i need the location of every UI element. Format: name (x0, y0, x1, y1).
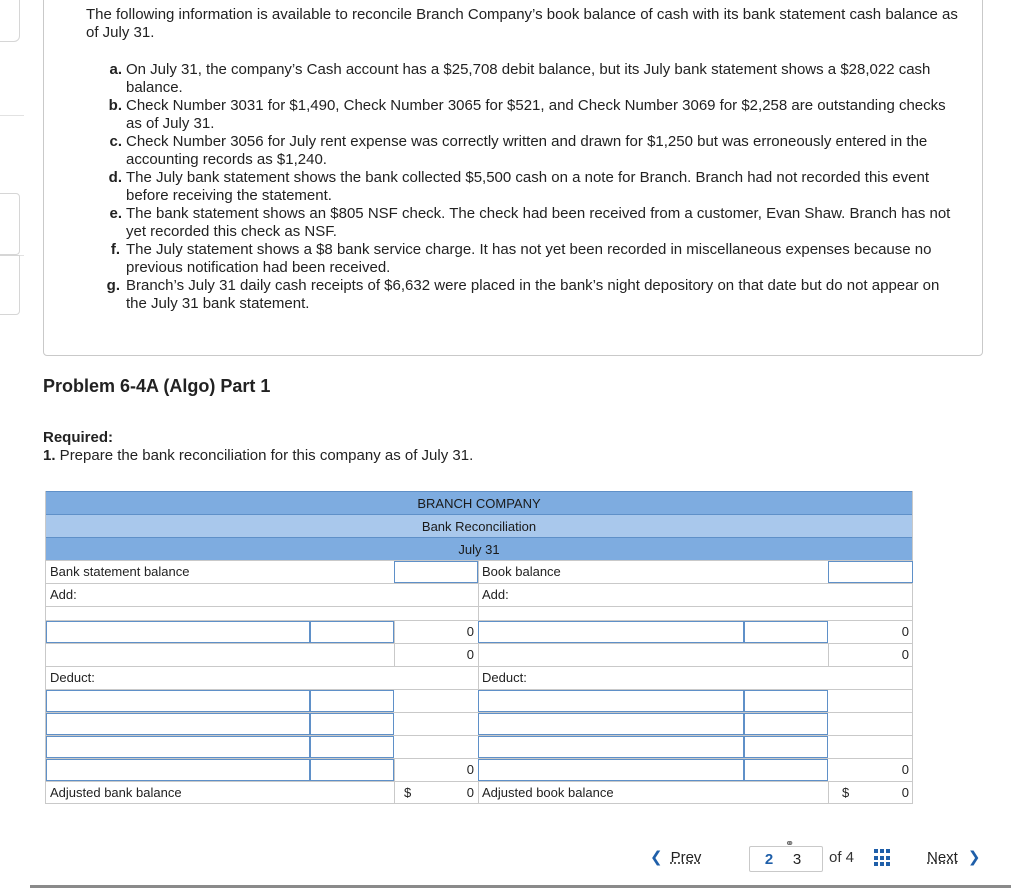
table-row (46, 606, 912, 620)
info-item: c. Check Number 3056 for July rent expense was correctly written and drawn for $1,250 but was erroneously entered in the accounting records as $1,240. (109, 133, 928, 168)
book-deduct-description-input[interactable] (478, 736, 744, 758)
grid-view-icon[interactable] (874, 849, 892, 867)
info-item: g. Branch’s July 31 daily cash receipts of $6,632 were placed in the bank’s night depository on that date but do not appear on the July 31 bank statement. (106, 277, 940, 312)
book-deduct-total: 0 (901, 762, 909, 777)
book-deduct-description-input[interactable] (478, 713, 744, 735)
next-label: Next (927, 849, 958, 866)
book-deduct-amount-input[interactable] (744, 736, 828, 758)
bank-deduct-amount-input[interactable] (310, 736, 394, 758)
table-row (46, 735, 912, 758)
bank-statement-balance-label: Bank statement balance (50, 564, 190, 579)
book-balance-label: Book balance (482, 564, 561, 579)
edge-panel-lower (0, 255, 20, 315)
adjusted-book-balance-label: Adjusted book balance (482, 785, 614, 800)
book-balance-input[interactable] (828, 561, 913, 583)
book-deduct-amount-input[interactable] (744, 713, 828, 735)
adjusted-bank-balance-label: Adjusted bank balance (50, 785, 182, 800)
link-icon: ⚭ (785, 838, 795, 850)
date-header: July 31 (46, 537, 912, 560)
chevron-left-icon: ❮ (650, 849, 663, 866)
intro-text: The following information is available to reconcile Branch Company’s book balance of cash with its bank statement cash balance as of July 31. (86, 6, 958, 41)
table-row (46, 689, 912, 712)
book-add-amount-input[interactable] (744, 621, 828, 643)
bank-statement-balance-input[interactable] (394, 561, 478, 583)
bank-add-label: Add: (50, 587, 77, 602)
table-row (46, 712, 912, 735)
adjusted-bank-dollar-sign: $ (404, 785, 412, 800)
next-button[interactable] (927, 838, 980, 878)
table-row (46, 560, 912, 583)
required-label: Required: (43, 429, 114, 446)
info-item: b. Check Number 3031 for $1,490, Check Number 3065 for $521, and Check Number 3069 for $2,258 are outstanding checks as of July 31. (108, 97, 946, 132)
table-row (46, 781, 912, 804)
bank-deduct-amount-input[interactable] (310, 690, 394, 712)
bank-deduct-description-input[interactable] (46, 759, 310, 781)
book-deduct-description-input[interactable] (478, 690, 744, 712)
prev-label: Prev (670, 849, 702, 866)
adjusted-book-dollar-sign: $ (842, 785, 850, 800)
page-2-button[interactable]: 2 (764, 851, 774, 868)
bank-add-total: 0 (466, 624, 474, 639)
bank-add-amount-input[interactable] (310, 621, 394, 643)
edge-panel-middle (0, 193, 20, 255)
bank-deduct-total: 0 (466, 762, 474, 777)
page-selector (749, 838, 823, 872)
table-row (46, 620, 912, 643)
edge-panel-top (0, 0, 20, 42)
table-row (46, 758, 912, 781)
book-deduct-amount-input[interactable] (744, 690, 828, 712)
book-add-label: Add: (482, 587, 509, 602)
info-item: a. On July 31, the company’s Cash account has a $25,708 debit balance, but its July bank statement shows a $28,022 cash balance. (109, 61, 931, 96)
book-add-description-input[interactable] (478, 621, 744, 643)
info-item-list (86, 61, 956, 313)
adjusted-book-balance-value: 0 (901, 785, 909, 800)
chevron-right-icon: ❯ (967, 849, 981, 866)
book-deduct-amount-input[interactable] (744, 759, 828, 781)
pagination-bar (0, 838, 1011, 878)
book-add-total: 0 (901, 624, 909, 639)
book-deduct-label: Deduct: (482, 670, 527, 685)
bank-deduct-label: Deduct: (50, 670, 95, 685)
info-item: f. The July statement shows a $8 bank service charge. It has not yet been recorded in miscellaneous expenses because no previous notification had been received. (110, 241, 932, 276)
bank-deduct-description-input[interactable] (46, 736, 310, 758)
bank-deduct-amount-input[interactable] (310, 713, 394, 735)
bank-deduct-amount-input[interactable] (310, 759, 394, 781)
bank-subtotal: 0 (466, 647, 474, 662)
info-item: d. The July bank statement shows the bank collected $5,500 cash on a note for Branch. Branch had not recorded this event before receiving the statement. (108, 169, 929, 204)
table-row (46, 583, 912, 606)
table-row (46, 643, 912, 666)
edge-divider (0, 115, 24, 116)
bank-add-description-input[interactable] (46, 621, 310, 643)
bank-reconciliation-table (45, 491, 913, 804)
adjusted-bank-balance-value: 0 (466, 785, 474, 800)
table-row (46, 666, 912, 689)
book-subtotal: 0 (901, 647, 909, 662)
prev-button[interactable] (650, 838, 701, 878)
page-3-button[interactable]: 3 (792, 851, 802, 868)
company-name-header: BRANCH COMPANY (46, 491, 912, 514)
page-total-label: of 4 (829, 849, 855, 866)
bank-deduct-description-input[interactable] (46, 690, 310, 712)
reconciliation-title-header: Bank Reconciliation (46, 514, 912, 537)
info-item: e. The bank statement shows an $805 NSF check. The check had been received from a customer, Evan Shaw. Branch has not yet recorded this check as NSF. (109, 205, 951, 240)
book-deduct-description-input[interactable] (478, 759, 744, 781)
required-instruction: 1. Prepare the bank reconciliation for this company as of July 31. (43, 447, 474, 464)
bank-deduct-description-input[interactable] (46, 713, 310, 735)
problem-title: Problem 6-4A (Algo) Part 1 (43, 376, 271, 396)
